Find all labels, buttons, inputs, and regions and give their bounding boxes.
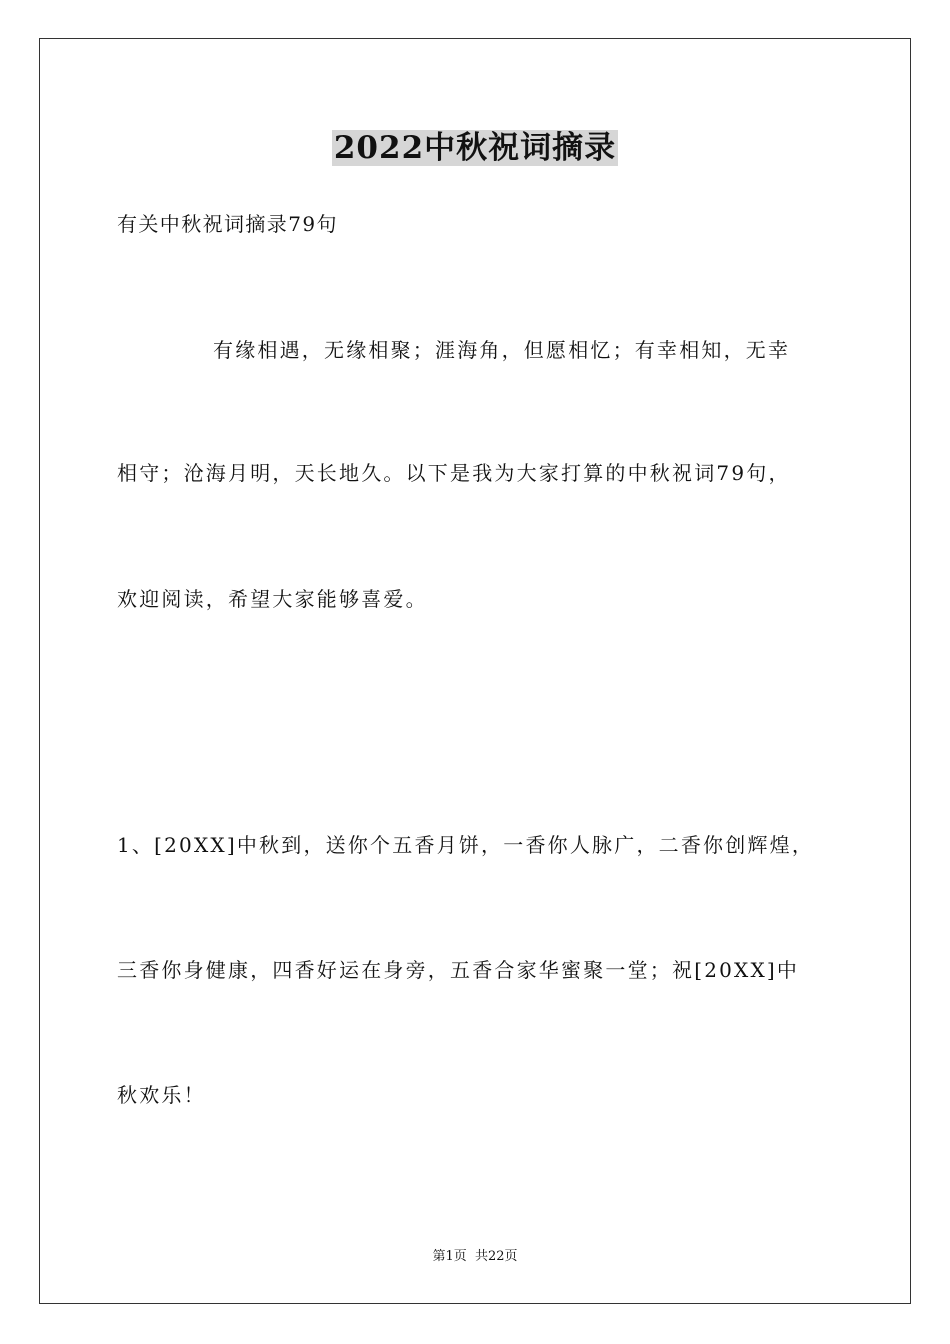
item-1-line-2: 三香你身健康，四香好运在身旁，五香合家华蜜聚一堂；祝[20XX]中 <box>117 958 800 982</box>
intro-paragraph-line-3: 欢迎阅读，希望大家能够喜爱。 <box>117 587 428 611</box>
document-title <box>0 126 950 170</box>
intro-paragraph-line-1: 有缘相遇，无缘相聚；涯海角，但愿相忆；有幸相知，无幸 <box>213 338 791 362</box>
item-1-line-1: 1、[20XX]中秋到，送你个五香月饼，一香你人脉广，二香你创辉煌， <box>117 833 815 857</box>
document-subtitle: 有关中秋祝词摘录79句 <box>117 212 338 236</box>
item-1-line-3: 秋欢乐！ <box>117 1083 206 1107</box>
document-title-text: 2022中秋祝词摘录 <box>333 130 617 166</box>
page-footer: 第1页 共22页 <box>432 1249 518 1264</box>
intro-paragraph-line-2: 相守；沧海月明，天长地久。以下是我为大家打算的中秋祝词79句， <box>117 461 791 485</box>
